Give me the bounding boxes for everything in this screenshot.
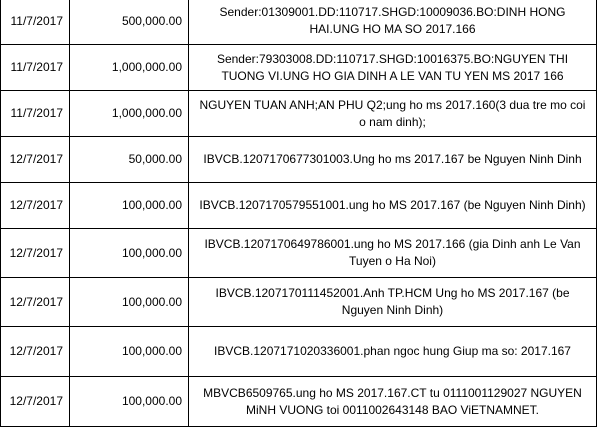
table-row [1,137,597,183]
description-cell: IBVCB.1207170579551001.ung ho MS 2017.167 (be Nguyen Ninh Dinh) [189,183,597,229]
amount-cell: 100,000.00 [70,377,189,427]
date-cell: 12/7/2017 [1,229,70,278]
date-cell: 12/7/2017 [1,183,70,229]
date-cell: 12/7/2017 [1,377,70,427]
amount-cell: 100,000.00 [70,327,189,377]
table-row [1,327,597,377]
description-cell: Sender:01309001.DD:110717.SHGD:10009036.BO:DINH HONG HAI.UNG HO MA SO 2017.166 [189,0,597,45]
table-row [1,91,597,137]
table-row [1,278,597,327]
date-cell: 11/7/2017 [1,0,70,45]
description-cell: IBVCB.1207170677301003.Ung ho ms 2017.167 be Nguyen Ninh Dinh [189,137,597,183]
amount-cell: 1,000,000.00 [70,45,189,91]
amount-cell: 100,000.00 [70,278,189,327]
date-cell: 11/7/2017 [1,91,70,137]
table-row [1,45,597,91]
date-cell: 12/7/2017 [1,327,70,377]
amount-cell: 1,000,000.00 [70,91,189,137]
description-cell: IBVCB.1207171020336001.phan ngoc hung Giup ma so: 2017.167 [189,327,597,377]
table-row [1,0,597,45]
amount-cell: 50,000.00 [70,137,189,183]
table-row [1,229,597,278]
date-cell: 11/7/2017 [1,45,70,91]
table-row [1,183,597,229]
description-cell: MBVCB6509765.ung ho MS 2017.167.CT tu 0111001129027 NGUYEN MiNH VUONG toi 0011002643148 BAO ViETNAMNET. [189,377,597,427]
description-cell: IBVCB.1207170111452001.Anh TP.HCM Ung ho MS 2017.167 (be Nguyen Ninh Dinh) [189,278,597,327]
table-row [1,377,597,427]
date-cell: 12/7/2017 [1,137,70,183]
amount-cell: 500,000.00 [70,0,189,45]
description-cell: IBVCB.1207170649786001.ung ho MS 2017.166 (gia Dinh anh Le Van Tuyen o Ha Noi) [189,229,597,278]
amount-cell: 100,000.00 [70,229,189,278]
description-cell: Sender:79303008.DD:110717.SHGD:10016375.BO:NGUYEN THI TUONG VI.UNG HO GIA DINH A LE VAN TU YEN MS 2017 166 [189,45,597,91]
date-cell: 12/7/2017 [1,278,70,327]
description-cell: NGUYEN TUAN ANH;AN PHU Q2;ung ho ms 2017.160(3 dua tre mo coi o nam dinh); [189,91,597,137]
amount-cell: 100,000.00 [70,183,189,229]
